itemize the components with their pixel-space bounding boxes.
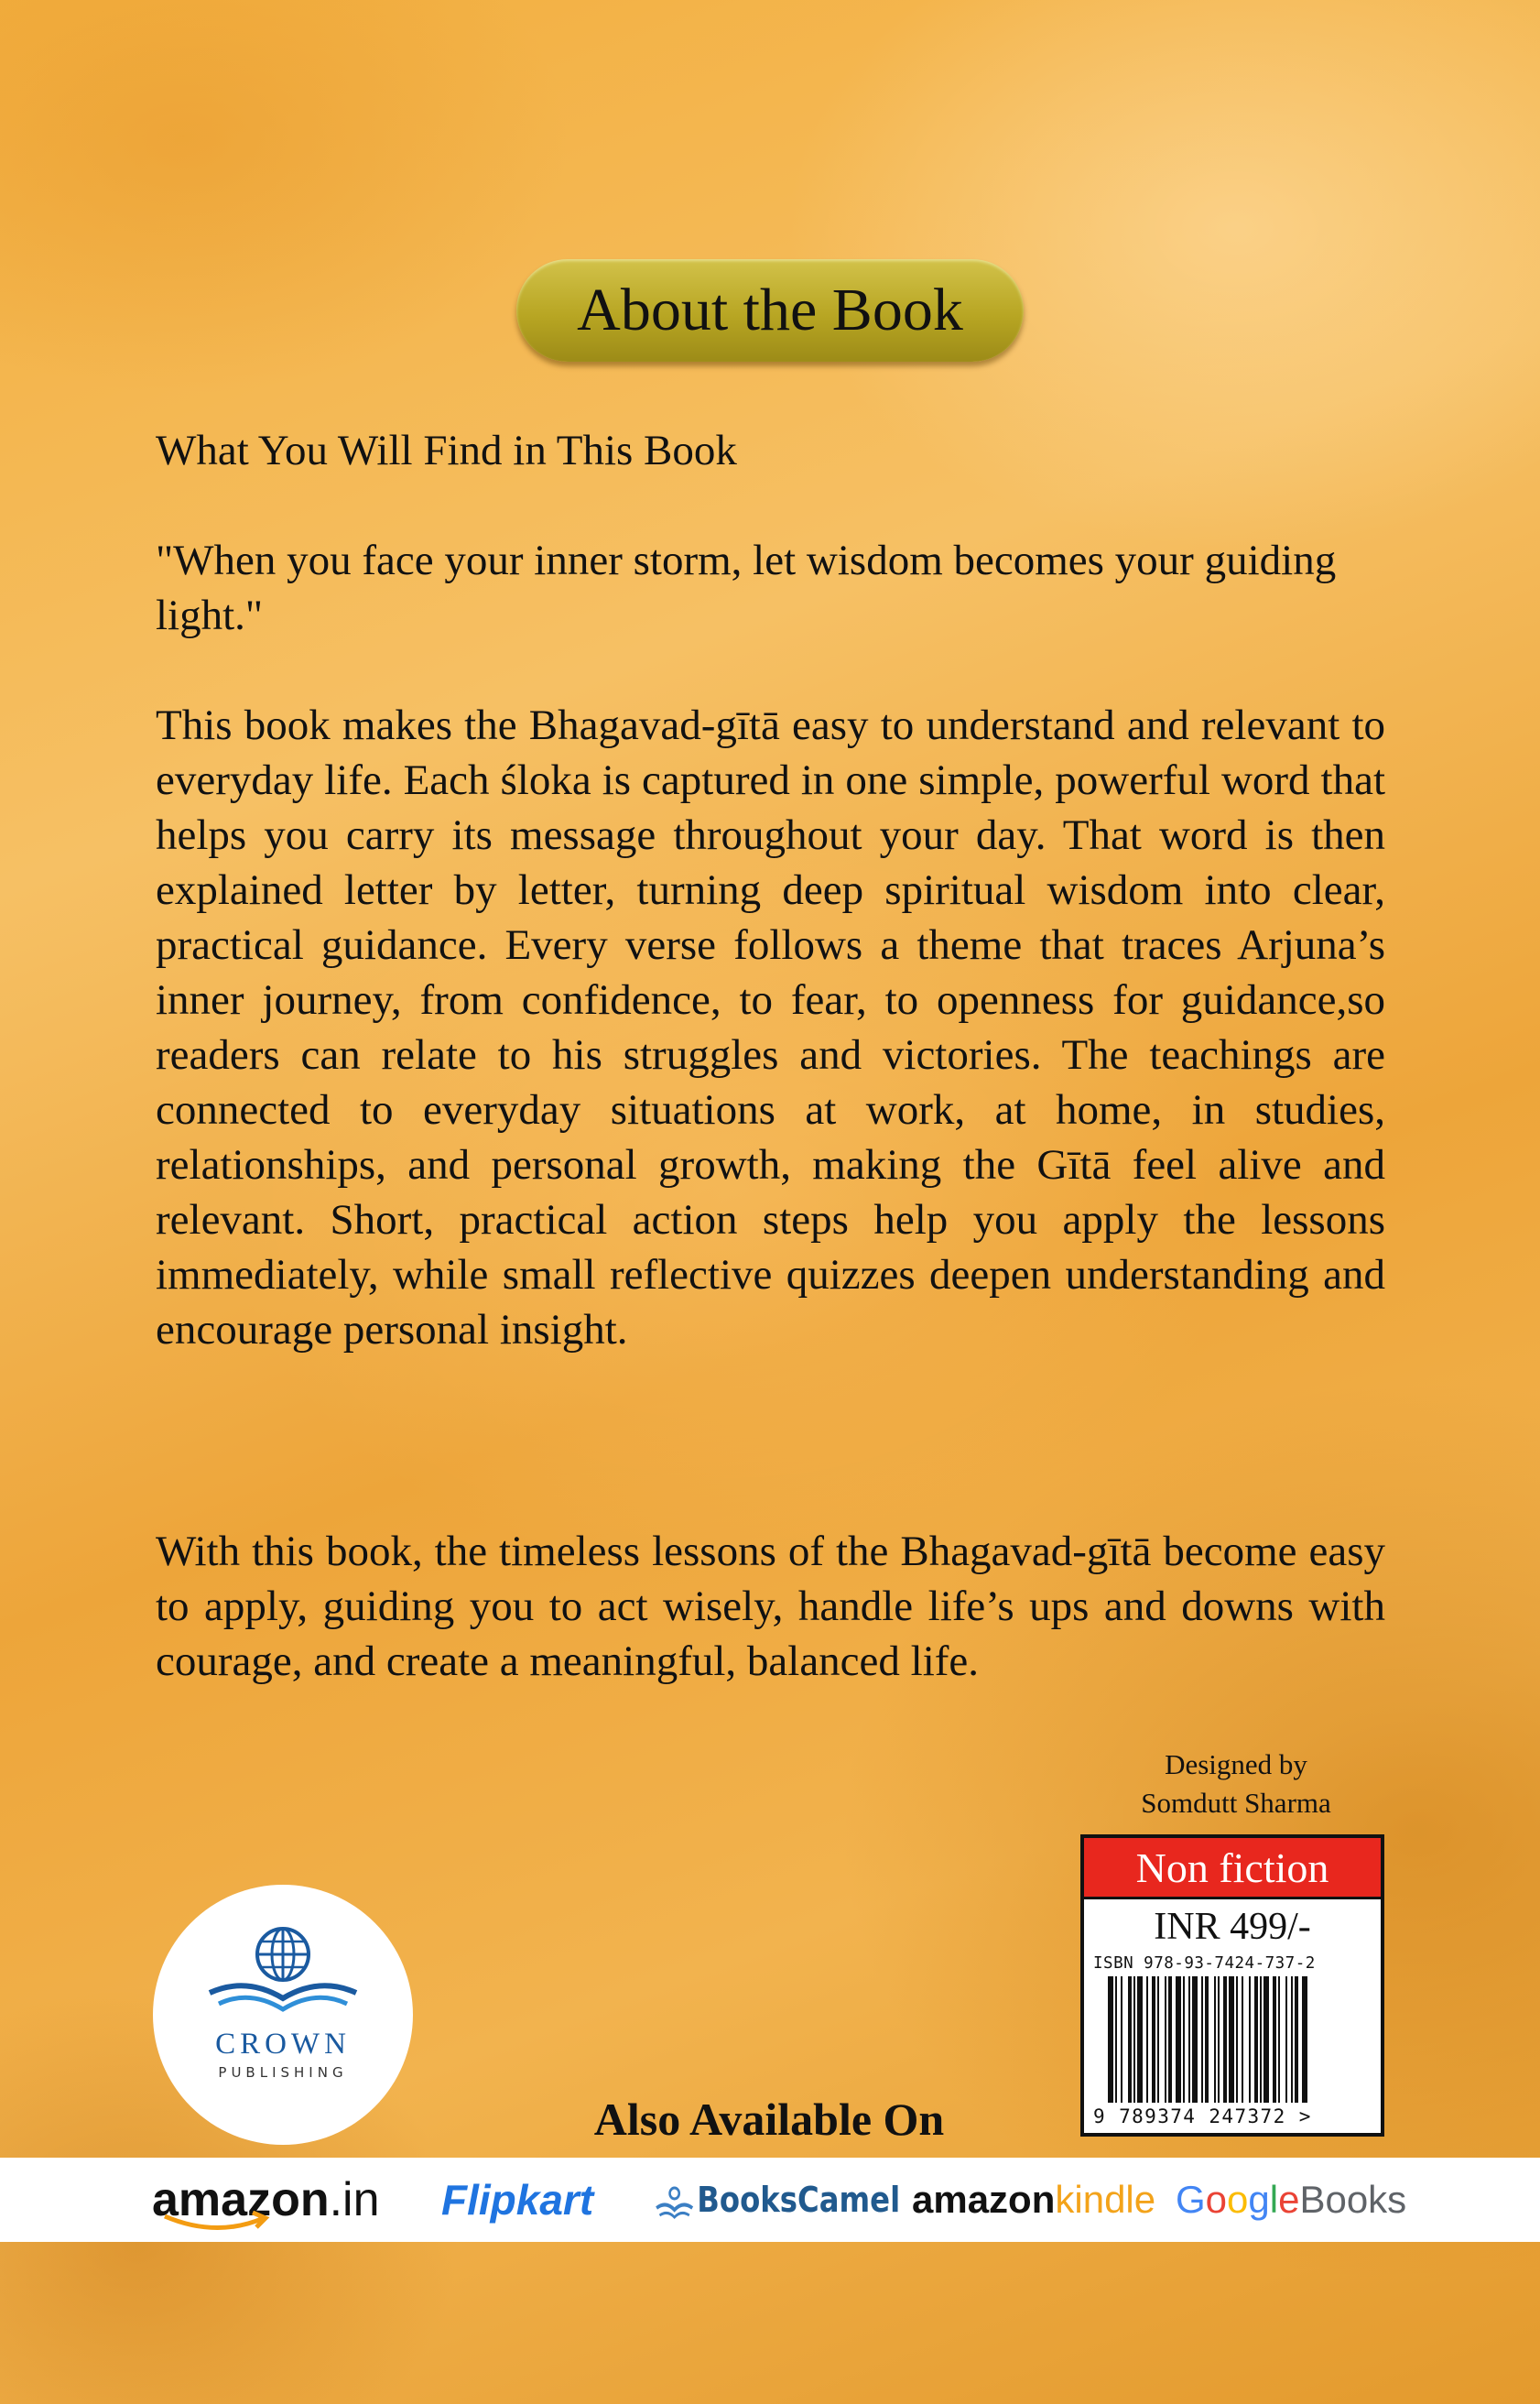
designer-credit xyxy=(1090,1746,1383,1822)
quote: "When you face your inner storm, let wisdom becomes your guiding light." xyxy=(156,537,1337,639)
amazon-in-a: amazon xyxy=(152,2173,330,2226)
google-word: Google xyxy=(1176,2178,1300,2221)
amazon-in-logo[interactable] xyxy=(152,2158,380,2242)
google-books-b: Books xyxy=(1299,2178,1407,2221)
flipkart-logo[interactable]: Flipkart xyxy=(441,2176,594,2224)
bookscamel-logo[interactable] xyxy=(652,2158,900,2242)
price-barcode-box xyxy=(1080,1834,1384,2137)
globe-book-icon xyxy=(153,1885,413,2031)
isbn-label: ISBN 978-93-7424-737-2 xyxy=(1093,1954,1316,1973)
paragraph-1: This book makes the Bhagavad-gītā easy to understand and relevant to everyday life. Each śloka is captured in one simple, powerful word that helps you carry its message throughout your day. That word is then explained letter by letter, turning deep spiritual wisdom into clear, practical guidance. Every verse follows a theme that traces Arjuna’s inner journey, from confidence, to fear, to openness for guidance,so readers can relate to his struggles and victories. The teachings are connected to everyday situations at work, at home, in studies, relationships, and personal growth, making the Gītā feel alive and relevant. Short, practical action steps help you apply the lessons immediately, while small reflective quizzes deepen understanding and encourage personal insight. xyxy=(156,702,1385,1354)
amazon-kindle-a: amazon xyxy=(912,2178,1056,2221)
open-book-icon xyxy=(652,2177,697,2223)
also-available-heading: Also Available On xyxy=(593,2094,945,2145)
price-label: INR 499/- xyxy=(1154,1906,1311,1948)
publisher-logo xyxy=(153,1885,413,2145)
genre-label: Non fiction xyxy=(1084,1838,1381,1899)
amazon-kindle-b: kindle xyxy=(1055,2178,1156,2221)
amazon-in-b: .in xyxy=(329,2173,380,2226)
google-books-logo[interactable] xyxy=(1176,2158,1406,2242)
bookscamel-text: BooksCamel xyxy=(697,2180,901,2220)
barcode-icon xyxy=(1108,1976,1362,2103)
barcode-digits: 9 789374 247372 > xyxy=(1093,2105,1312,2127)
publisher-sub: PUBLISHING xyxy=(218,2064,348,2081)
title-badge xyxy=(516,259,1024,362)
amazon-kindle-logo[interactable] xyxy=(912,2158,1155,2242)
credit-line-1: Designed by xyxy=(1165,1748,1307,1780)
amazon-smile-icon xyxy=(161,2211,271,2238)
title-text: About the Book xyxy=(577,277,963,343)
store-logos-bar xyxy=(0,2158,1540,2242)
paragraph-2: With this book, the timeless lessons of the Bhagavad-gītā become easy to apply, guiding you to act wisely, handle life’s ups and downs with courage, and create a meaningful, balanced life. xyxy=(156,1528,1385,1685)
publisher-name: CROWN xyxy=(215,2028,351,2061)
credit-line-2: Somdutt Sharma xyxy=(1141,1787,1331,1819)
section-heading: What You Will Find in This Book xyxy=(156,427,737,474)
